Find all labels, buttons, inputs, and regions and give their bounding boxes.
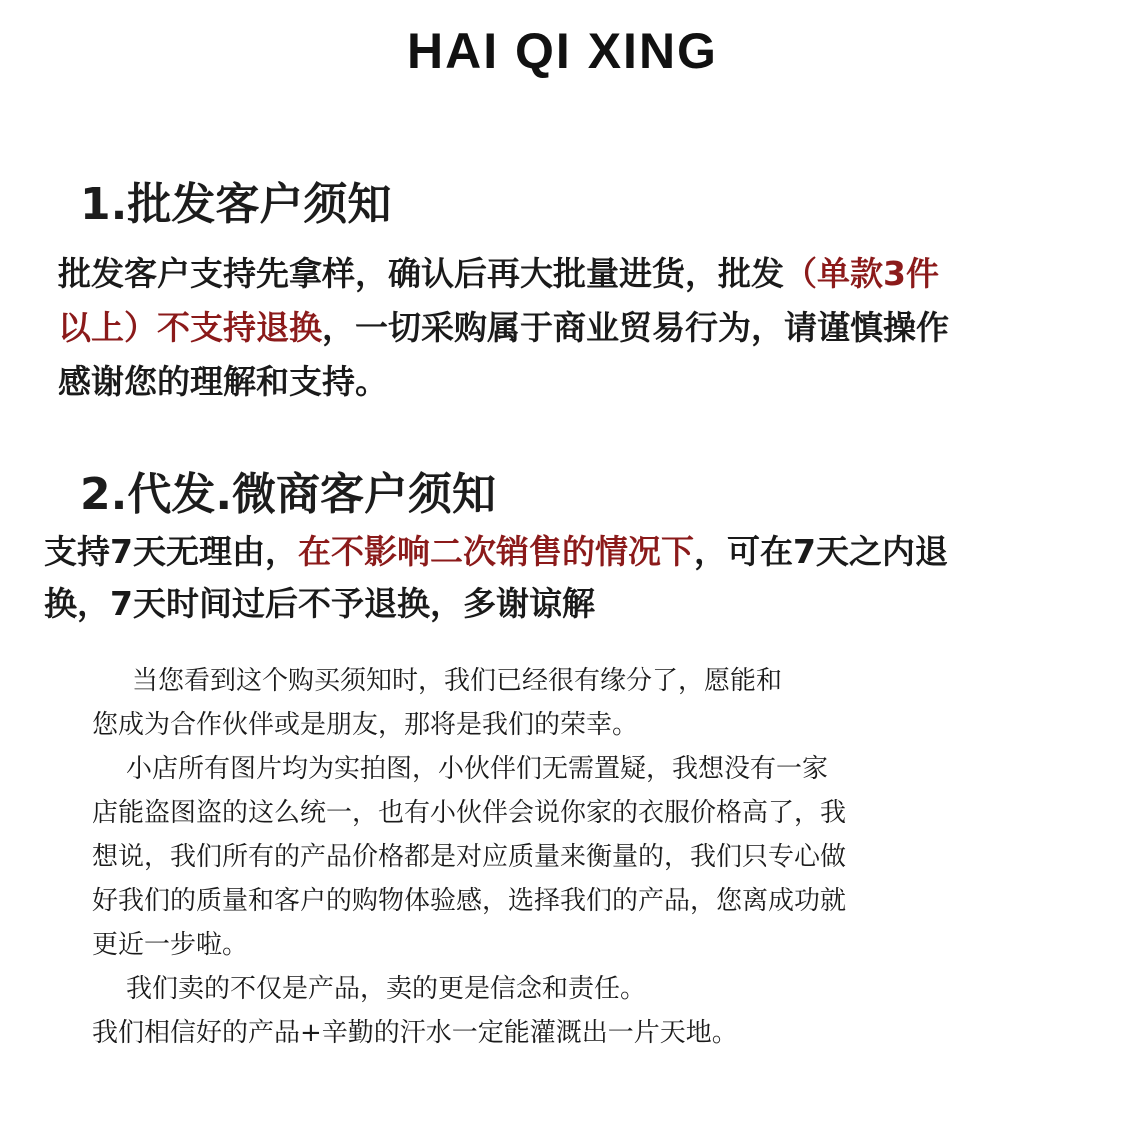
section1-line2-text: ，一切采购属于商业贸易行为，请谨慎操作 [322,308,949,347]
section2-line-1 [44,526,948,573]
section2-heading: 2.代发.微商客户须知 [80,469,497,520]
message-line: 当您看到这个购买须知时，我们已经很有缘分了，愿能和 [132,666,783,696]
message-line: 好我们的质量和客户的购物体验感，选择我们的产品，您离成功就 [92,886,847,916]
message-line: 您成为合作伙伴或是朋友，那将是我们的荣幸。 [92,710,639,740]
section1-line1-text: 批发客户支持先拿样，确认后再大批量进货，批发 [58,254,784,293]
brand-title: HAI QI XING [407,23,718,79]
message-line: 我们卖的不仅是产品，卖的更是信念和责任。 [126,974,647,1004]
section1-line-1 [58,248,939,295]
message-line: 更近一步啦。 [92,930,249,960]
section2-line-2: 换，7天时间过后不予退换，多谢谅解 [44,584,595,623]
section2-line1-text-b: ，可在7天之内退 [693,532,948,571]
section2-line1-highlight: 在不影响二次销售的情况下 [297,532,694,571]
section2-line1-text-a: 支持7天无理由， [44,532,298,571]
message-line: 想说，我们所有的产品价格都是对应质量来衡量的，我们只专心做 [92,842,847,872]
section1-line-2 [58,302,949,349]
section1-heading: 1.批发客户须知 [80,179,392,230]
message-line: 店能盗图盗的这么统一，也有小伙伴会说你家的衣服价格高了，我 [92,798,847,828]
section1-line-3: 感谢您的理解和支持。 [58,362,388,401]
section1-line1-highlight: （单款3件 [784,254,939,293]
message-line: 小店所有图片均为实拍图，小伙伴们无需置疑，我想没有一家 [126,754,829,784]
section1-line2-highlight: 以上）不支持退换 [58,308,322,347]
message-line: 我们相信好的产品+辛勤的汗水一定能灌溉出一片天地。 [92,1018,738,1048]
